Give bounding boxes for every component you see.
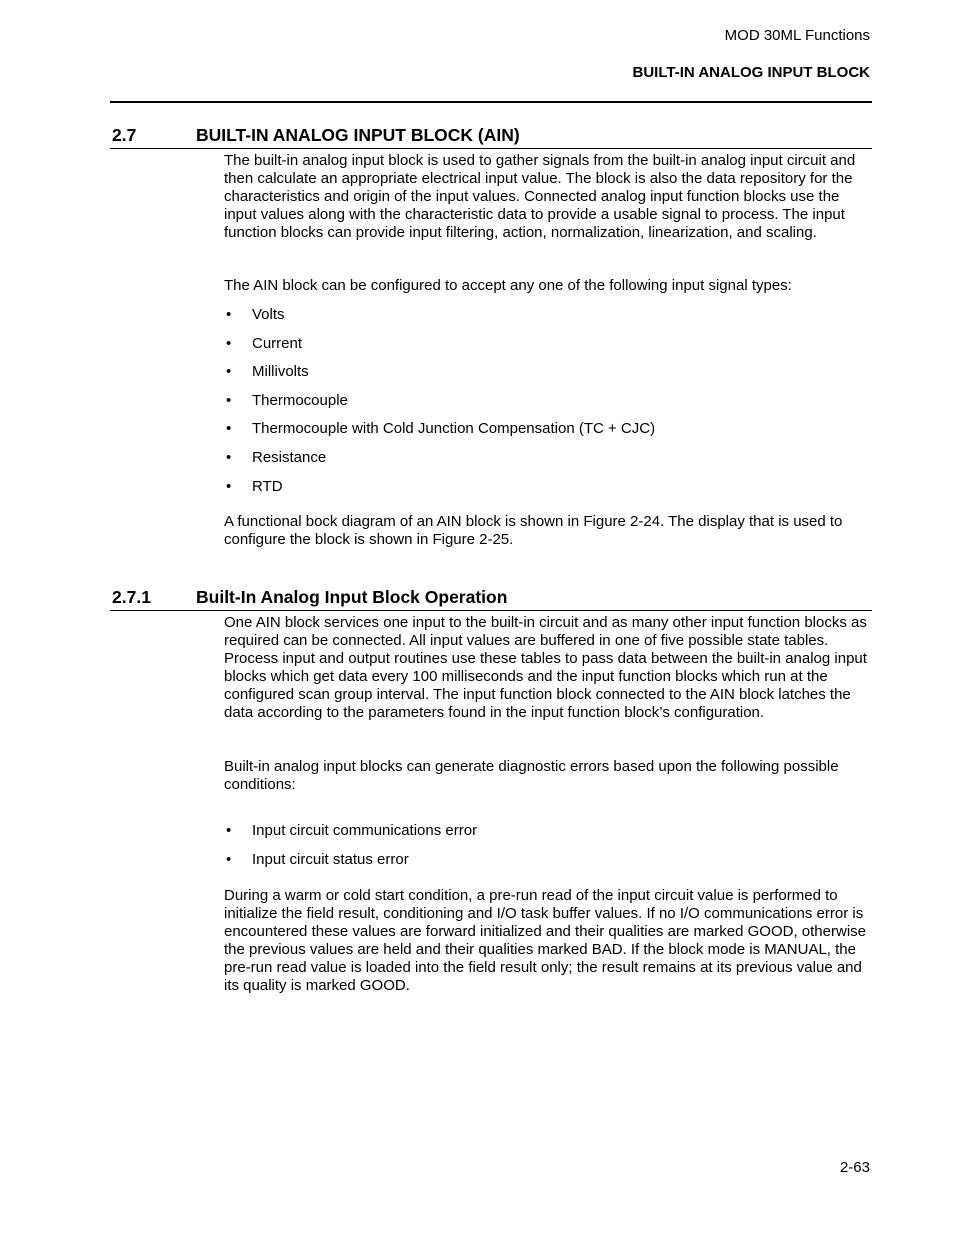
list-item — [224, 335, 874, 364]
bullet-icon: • — [226, 306, 232, 323]
list-item — [224, 478, 874, 507]
list-item — [224, 306, 874, 335]
paragraph: One AIN block services one input to the built-in circuit and as many other input function blocks as required can be connected. All input values are buffered in one of five possible state tables. Process input and output routines use these tables to pass data between the built-in analog input blocks which get data every 100 milliseconds and the input function blocks which run at the configured scan group interval. The input function block connected to the AIN block latches the data according to the parameters found in the input function block’s configuration. — [224, 614, 867, 721]
running-subheader: BUILT-IN ANALOG INPUT BLOCK — [632, 64, 870, 81]
paragraph: Built-in analog input blocks can generate diagnostic errors based upon the following possible conditions: — [224, 758, 839, 793]
section-heading-2-7 — [110, 124, 872, 149]
list-item-label: Current — [252, 334, 303, 352]
list-item-label: Thermocouple with Cold Junction Compensation (TC + CJC) — [252, 420, 656, 438]
error-condition-list — [224, 822, 874, 880]
section-heading-2-7-1 — [110, 586, 872, 611]
list-item — [224, 851, 874, 880]
list-item-label: Input circuit communications error — [252, 822, 478, 839]
bullet-icon: • — [226, 391, 232, 409]
paragraph: A functional bock diagram of an AIN block is shown in Figure 2-24. The display that is used to configure the block is shown in Figure 2-25. — [224, 513, 843, 548]
section-number: 2.7.1 — [112, 587, 151, 607]
bullet-icon: • — [226, 334, 232, 352]
list-item-label: Input circuit status error — [252, 851, 409, 868]
list-item — [224, 822, 874, 851]
bullet-icon: • — [226, 420, 232, 438]
section-title: BUILT-IN ANALOG INPUT BLOCK (AIN) — [196, 125, 520, 145]
section-number: 2.7 — [112, 125, 137, 145]
paragraph: The built-in analog input block is used to gather signals from the built-in analog input circuit and then calculate an appropriate electrical input value. The block is also the data repository for the characteristics and origin of the input values. Connected analog input function blocks use the input values along with the characteristic data to provide a usable signal to process. The input function blocks can provide input filtering, action, normalization, linearization, and scaling. — [224, 152, 856, 241]
bullet-icon: • — [226, 363, 232, 381]
list-item-label: RTD — [252, 477, 283, 495]
paragraph: The AIN block can be configured to accept any one of the following input signal types: — [224, 277, 792, 294]
list-item-label: Resistance — [252, 448, 327, 466]
paragraph: During a warm or cold start condition, a pre-run read of the input circuit value is performed to initialize the field result, conditioning and I/O task buffer values. If no I/O communications error is encountered these values are forward initialized and their qualities are marked GOOD, otherwise the previous values are held and their qualities marked BAD. If the block mode is MANUAL, the pre-run read value is loaded into the field result only; the result remains at its previous value and its quality is marked GOOD. — [224, 887, 866, 994]
list-item — [224, 420, 874, 449]
list-item — [224, 392, 874, 421]
section-title: Built-In Analog Input Block Operation — [196, 587, 508, 607]
header-rule — [110, 101, 872, 103]
bullet-icon: • — [226, 448, 232, 466]
bullet-icon: • — [226, 477, 232, 495]
list-item — [224, 363, 874, 392]
running-header: MOD 30ML Functions — [724, 27, 870, 44]
list-item-label: Volts — [252, 306, 285, 323]
page-number: 2-63 — [839, 1159, 870, 1176]
bullet-icon: • — [226, 822, 232, 839]
bullet-icon: • — [226, 851, 232, 868]
list-item — [224, 449, 874, 478]
list-item-label: Millivolts — [252, 363, 309, 381]
signal-type-list — [224, 306, 874, 506]
list-item-label: Thermocouple — [252, 391, 348, 409]
